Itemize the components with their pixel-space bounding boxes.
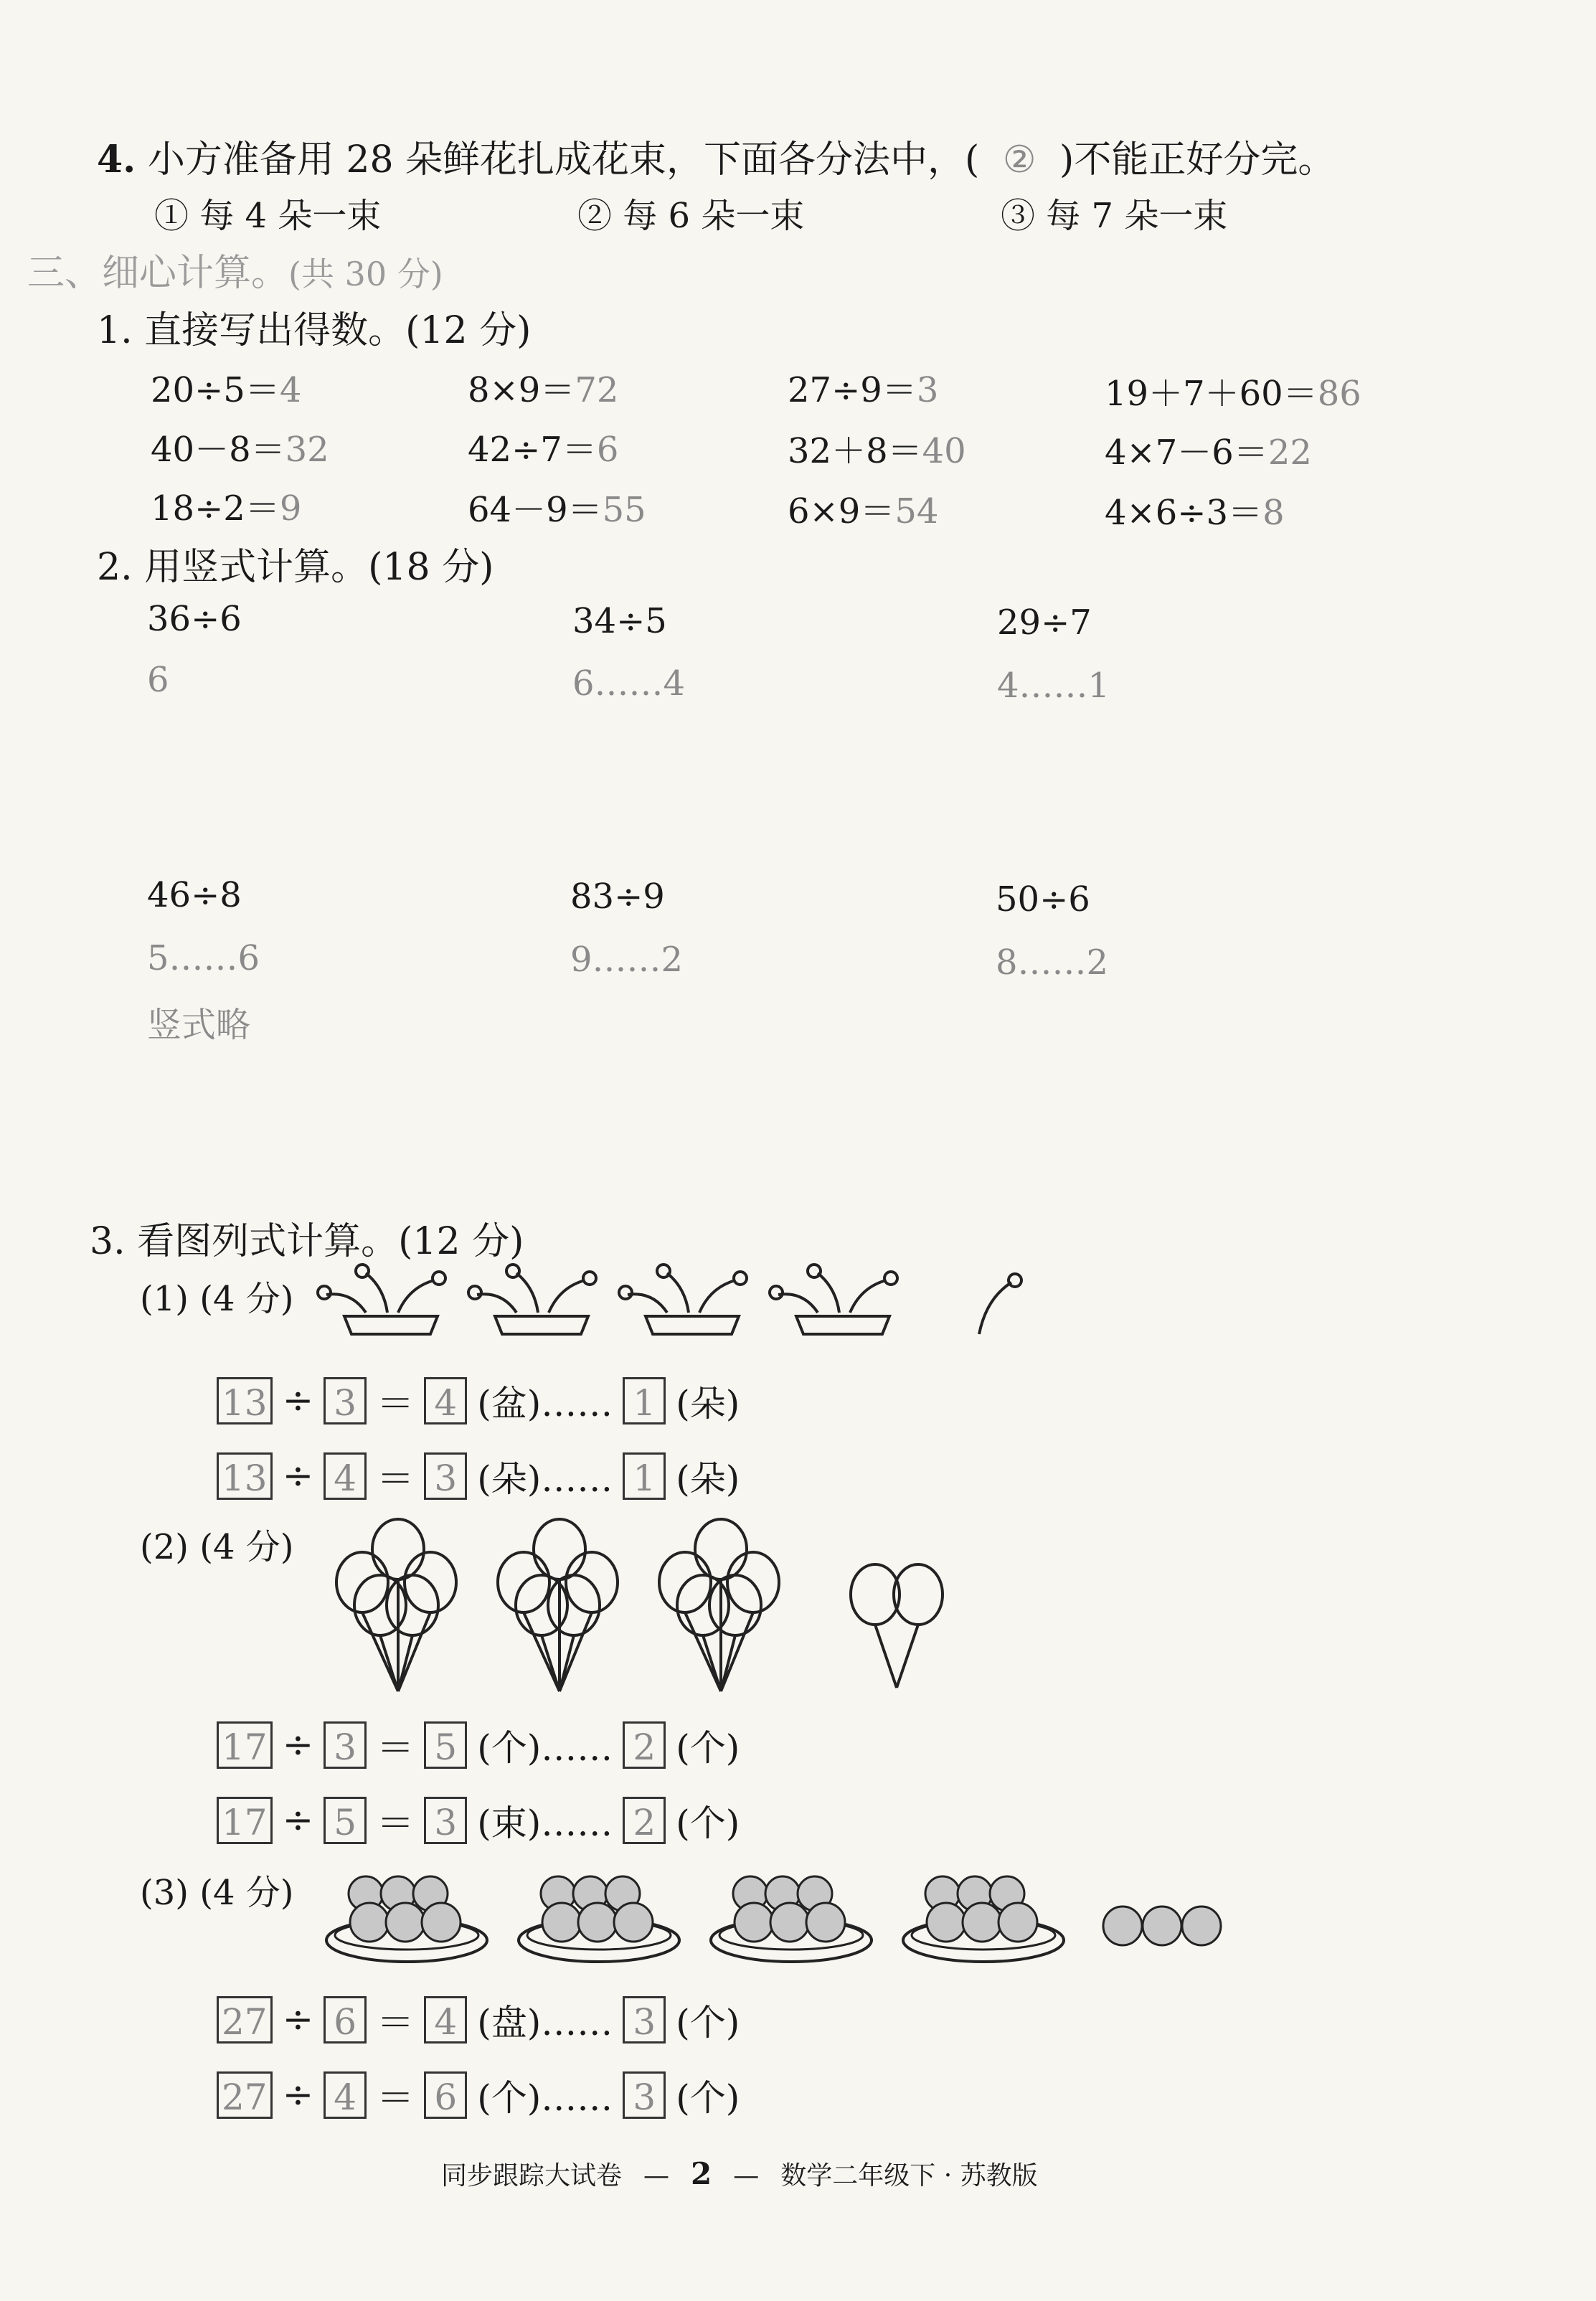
sub3-label: (3) (4 分) <box>140 1873 294 1913</box>
answer-box: 4 <box>324 2071 367 2119</box>
section3-points: (共 30 分) <box>288 255 443 293</box>
answer-box: 17 <box>217 1797 273 1844</box>
answer-box: 2 <box>623 1797 666 1844</box>
balloon-pair-icon <box>851 1564 943 1688</box>
vertical-answer: 6……4 <box>572 663 686 704</box>
vertical-question: 83÷9 <box>570 877 665 917</box>
balloon-bunch-icon <box>659 1519 779 1691</box>
loose-apples-icon <box>1103 1907 1221 1945</box>
page-number: 2 <box>691 2156 712 2191</box>
vertical-question: 34÷5 <box>572 601 667 641</box>
section3-title: 三、细心计算。 <box>27 252 289 295</box>
section3-heading <box>27 242 443 296</box>
flower-pot-icon <box>468 1265 596 1334</box>
answer-box: 3 <box>623 2071 666 2119</box>
answer-box: 1 <box>623 1377 666 1424</box>
mental-item: 42÷7＝6 <box>468 430 619 470</box>
flower-pot-icon <box>318 1265 445 1334</box>
mental-item: 4×6÷3＝8 <box>1105 493 1285 533</box>
q4-option-1: ① 每 4 朵一束 <box>154 196 382 236</box>
part1-title: 1. 直接写出得数。(12 分) <box>97 309 532 352</box>
answer-box: 1 <box>623 1452 666 1500</box>
answer-box: 27 <box>217 2071 273 2119</box>
q4-stem <box>97 129 1335 183</box>
q4-number: 4. <box>97 138 136 181</box>
sub1-label: (1) (4 分) <box>140 1279 294 1319</box>
sub2-equation-2: 17 ÷ 5 ＝ 3 (束)…… 2 (个) <box>217 1793 740 1847</box>
q4-text-after: )不能正好分完。 <box>1059 138 1336 181</box>
mental-item: 64－9＝55 <box>468 490 646 530</box>
apple-plate-icon <box>903 1876 1064 1962</box>
answer-box: 13 <box>217 1452 273 1500</box>
answer-box: 2 <box>623 1721 666 1769</box>
q4-option-3: ③ 每 7 朵一束 <box>1001 196 1228 236</box>
answer-box: 3 <box>424 1452 467 1500</box>
answer-box: 3 <box>324 1377 367 1424</box>
mental-item: 32＋8＝40 <box>788 431 966 471</box>
answer-box: 4 <box>424 1377 467 1424</box>
answer-box: 4 <box>324 1452 367 1500</box>
vertical-question: 46÷8 <box>147 875 242 915</box>
vertical-answer: 4……1 <box>997 666 1110 706</box>
mental-item: 20÷5＝4 <box>151 370 302 410</box>
answer-box: 3 <box>424 1797 467 1844</box>
balloon-bunch-icon <box>336 1519 456 1691</box>
q4-answer: ② <box>1002 138 1037 181</box>
sub1-equation-1: 13 ÷ 3 ＝ 4 (盆)…… 1 (朵) <box>217 1374 740 1427</box>
q4-text-before: 小方准备用 28 朵鲜花扎成花束，下面各分法中，( <box>147 138 980 181</box>
footer-left: 同步跟踪大试卷 <box>441 2161 623 2191</box>
flower-pots-illustration <box>316 1262 1047 1348</box>
vertical-answer: 8……2 <box>996 942 1109 983</box>
answer-box: 3 <box>623 1996 666 2044</box>
apples-illustration <box>326 1858 1259 1972</box>
apple-plate-icon <box>326 1876 487 1962</box>
q4-option-2: ② 每 6 朵一束 <box>577 196 805 236</box>
apple-plate-icon <box>519 1876 679 1962</box>
sub2-equation-1: 17 ÷ 3 ＝ 5 (个)…… 2 (个) <box>217 1718 740 1772</box>
mental-item: 18÷2＝9 <box>151 488 302 529</box>
footer-dash: — <box>643 2161 670 2191</box>
answer-box: 17 <box>217 1721 273 1769</box>
single-flower-icon <box>979 1274 1021 1334</box>
mental-item: 19＋7＋60＝86 <box>1105 374 1361 414</box>
mental-item: 6×9＝54 <box>788 491 939 531</box>
sub3-equation-2: 27 ÷ 4 ＝ 6 (个)…… 3 (个) <box>217 2068 740 2122</box>
answer-box: 6 <box>324 1996 367 2044</box>
vertical-question: 50÷6 <box>996 879 1090 920</box>
answer-box: 3 <box>324 1721 367 1769</box>
answer-box: 27 <box>217 1996 273 2044</box>
mental-item: 4×7－6＝22 <box>1105 433 1312 473</box>
vertical-question: 36÷6 <box>147 599 242 639</box>
mental-item: 40－8＝32 <box>151 430 329 470</box>
mental-item: 8×9＝72 <box>468 370 619 410</box>
page-footer <box>441 2155 1038 2192</box>
answer-box: 4 <box>424 1996 467 2044</box>
sub3-equation-1: 27 ÷ 6 ＝ 4 (盘)…… 3 (个) <box>217 1993 740 2046</box>
footer-right: 数学二年级下 · 苏教版 <box>780 2161 1038 2191</box>
part3-title: 3. 看图列式计算。(12 分) <box>90 1220 524 1263</box>
answer-box: 6 <box>424 2071 467 2119</box>
apple-plate-icon <box>711 1876 872 1962</box>
pot-group <box>318 1265 1021 1334</box>
sub1-equation-2: 13 ÷ 4 ＝ 3 (朵)…… 1 (朵) <box>217 1449 740 1503</box>
flower-pot-icon <box>619 1265 747 1334</box>
answer-box: 5 <box>324 1797 367 1844</box>
mental-item: 27÷9＝3 <box>788 370 939 410</box>
answer-box: 13 <box>217 1377 273 1424</box>
sub2-label: (2) (4 分) <box>140 1527 294 1567</box>
vertical-question: 29÷7 <box>997 603 1092 643</box>
part2-title: 2. 用竖式计算。(18 分) <box>97 546 494 589</box>
vertical-answer: 9……2 <box>570 940 684 980</box>
vertical-note: 竖式略 <box>147 1005 251 1045</box>
footer-dash: — <box>733 2161 760 2191</box>
answer-box: 5 <box>424 1721 467 1769</box>
flower-pot-icon <box>770 1265 897 1334</box>
balloon-bunch-icon <box>498 1519 618 1691</box>
balloons-illustration <box>323 1519 954 1698</box>
vertical-answer: 6 <box>147 660 169 700</box>
vertical-answer: 5……6 <box>147 938 260 978</box>
